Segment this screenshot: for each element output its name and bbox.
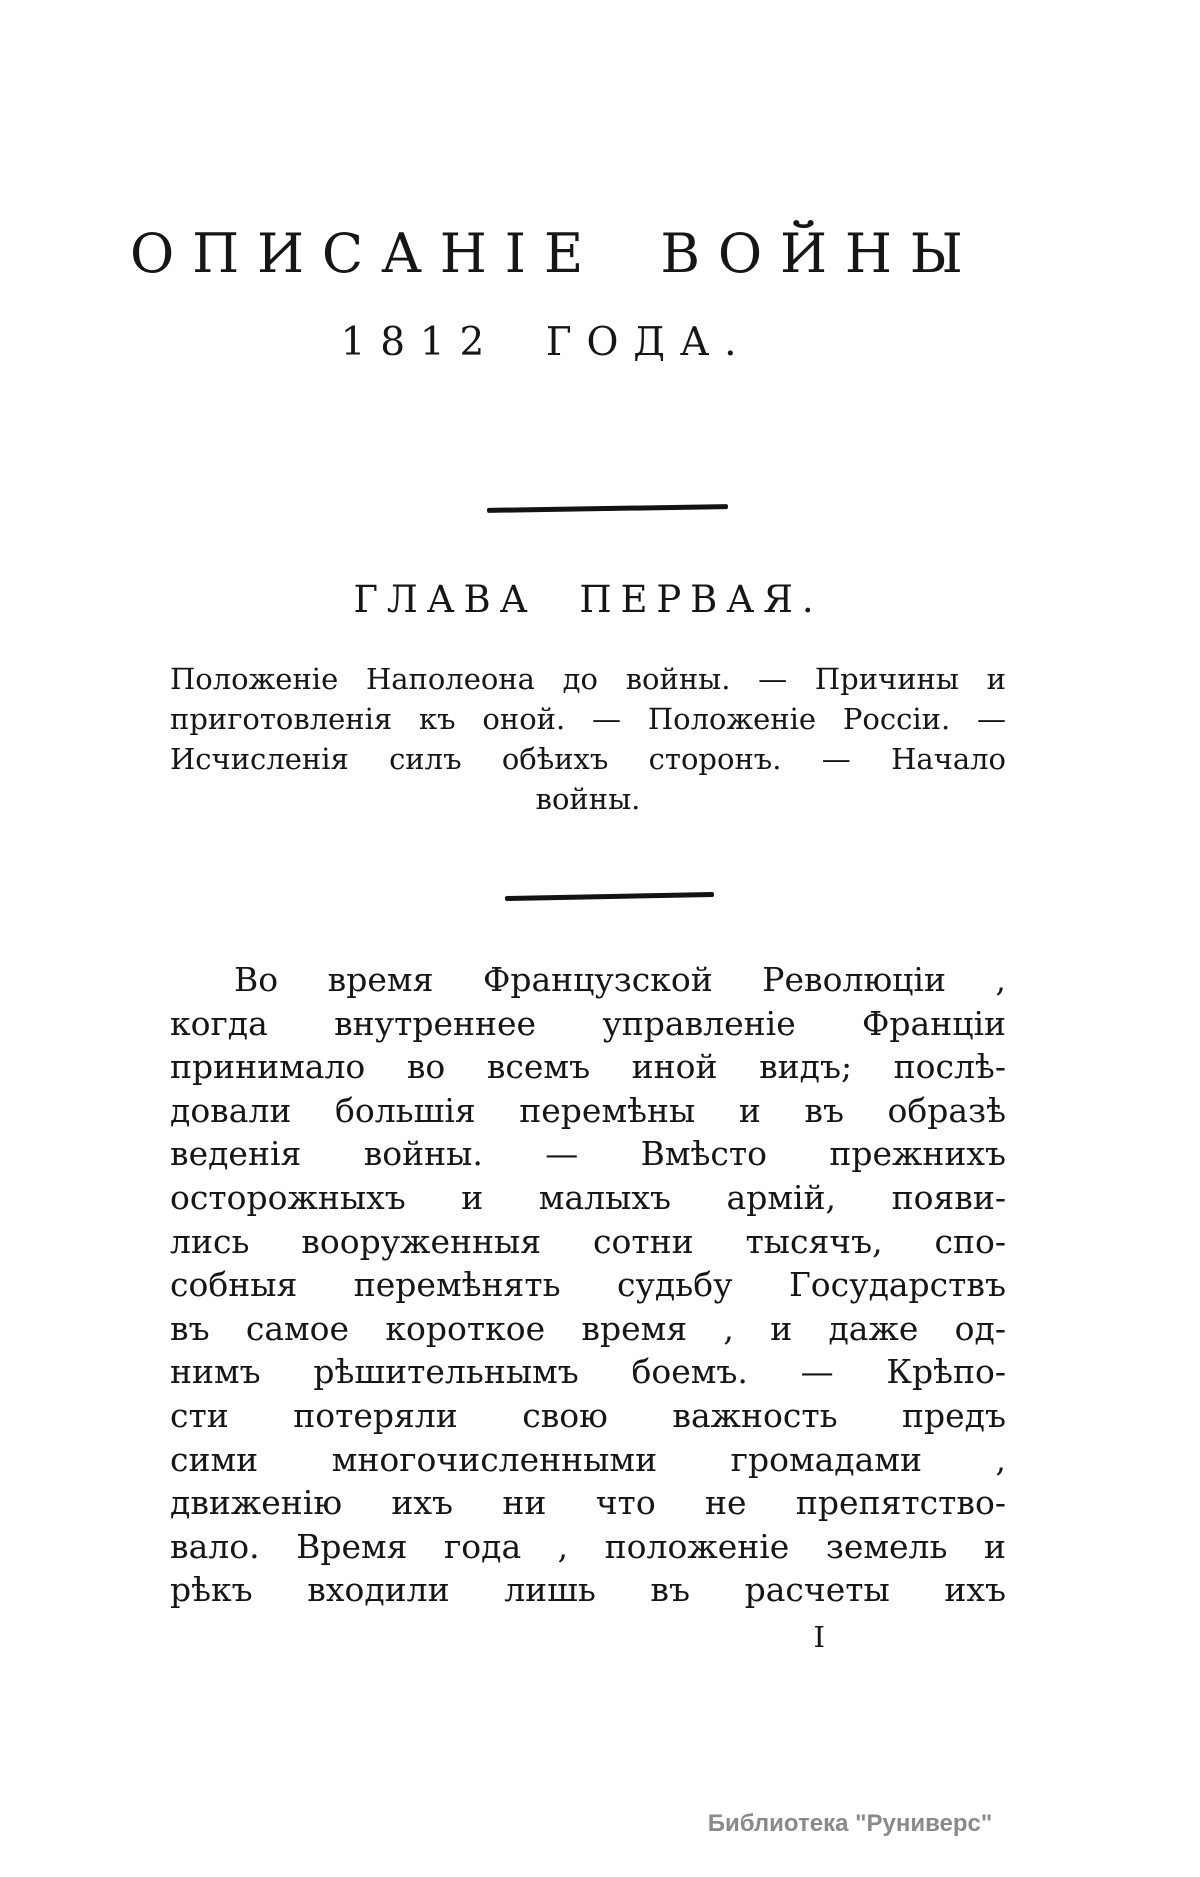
body-line: сими многочисленными громадами , [170,1439,1006,1479]
ornamental-rule-middle [505,892,714,901]
body-line: когда внутреннее управленіе Франціи [170,1003,1006,1043]
body-line: принимало во всемъ иной видъ; послѣ- [170,1047,1006,1087]
body-line: въ самое короткое время , и даже од- [170,1308,1006,1348]
summary-line: Исчисленія силъ обѣихъ сторонъ. — Начало [170,742,1006,776]
body-line: лись вооруженныя сотни тысячъ, спо- [170,1221,1006,1261]
summary-line: Положеніе Наполеона до войны. — Причины и [170,662,1006,696]
body-line: осторожныхъ и малыхъ армій, появи- [170,1177,1006,1217]
library-watermark: Библиотека "Руниверс" [707,1810,993,1837]
body-line: движенію ихъ ни что не препятство- [170,1483,1006,1523]
body-line: вало. Время года , положеніе земель и [170,1526,1006,1566]
body-line: рѣкъ входили лишь въ расчеты ихъ [170,1570,1006,1610]
body-line: нимъ рѣшительнымъ боемъ. — Крѣпо- [170,1352,1006,1392]
summary-line: приготовленія къ оной. — Положеніе Россіи. — [170,702,1006,736]
ornamental-rule-top [487,504,728,513]
body-line: Во время Французской Революціи , [234,960,1006,999]
book-subtitle-year: 1812 ГОДА. [340,320,752,365]
chapter-heading: ГЛАВА ПЕРВАЯ. [353,578,823,621]
page-signature-numeral: I [813,1620,827,1654]
book-title: ОПИСАНІЕ ВОЙНЫ [130,222,981,285]
summary-line: войны. [535,782,641,816]
chapter-summary [170,659,1006,819]
body-paragraph [170,958,1006,1612]
body-line: сти потеряли свою важность предъ [170,1395,1006,1435]
body-line: довали большія перемѣны и въ образѣ [170,1090,1006,1130]
body-line: собныя перемѣнять судьбу Государствъ [170,1265,1006,1305]
body-line: веденія войны. — Вмѣсто прежнихъ [170,1134,1006,1174]
